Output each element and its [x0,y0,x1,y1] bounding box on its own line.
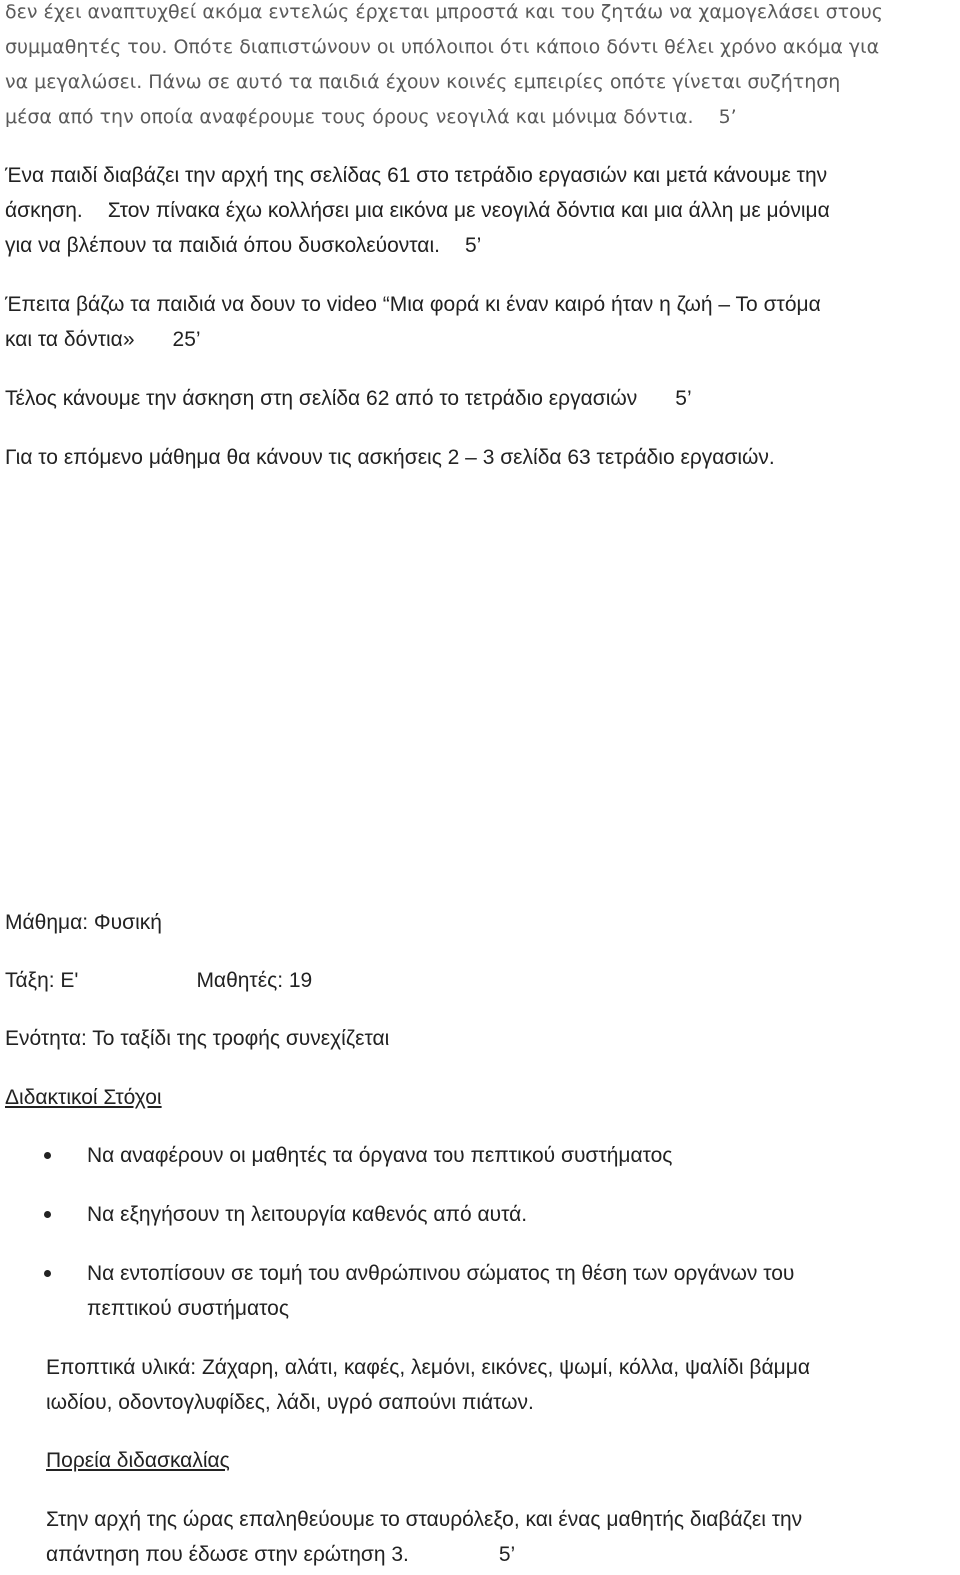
materials-paragraph [46,1350,810,1420]
procedure-minutes: 5’ [498,1543,516,1566]
plan-paragraph-2 [5,287,955,357]
objective-3-line-1: Να εντοπίσουν σε τομή του ανθρώπινου σώματος τη θέση των οργάνων του [87,1262,795,1285]
plan-p1-line-1: Ένα παιδί διαβάζει την αρχή της σελίδας 61 στο τετράδιο εργασιών και μετά κάνουμε την [5,164,828,187]
procedure-heading-text: Πορεία διδασκαλίας [46,1449,230,1472]
plan-p1-line-2b: Στον πίνακα έχω κολλήσει μια εικόνα με νεογιλά δόντια και μια άλλη με μόνιμα [107,199,830,222]
intro-paragraph [5,0,955,135]
plan-p1-line-3: για να βλέπουν τα παιδιά όπου δυσκολεύονται. [5,234,440,257]
plan-paragraph-3 [5,381,955,416]
bullet-icon [44,1152,51,1159]
lesson-subject-text: Μάθημα: Φυσική [5,911,162,934]
plan-p2-line-2: και τα δόντια» [5,328,135,351]
objective-3-line-2: πεπτικού συστήματος [87,1297,289,1320]
intro-line-3: να μεγαλώσει. Πάνω σε αυτό τα παιδιά έχουν κοινές εμπειρίες οπότε γίνεται συζήτηση [5,71,841,93]
plan-p2-minutes: 25’ [172,328,201,351]
plan-p3-line-1: Τέλος κάνουμε την άσκηση στη σελίδα 62 από το τετράδιο εργασιών [5,387,638,410]
plan-p4-line-1: Για το επόμενο μάθημα θα κάνουν τις ασκήσεις 2 – 3 σελίδα 63 τετράδιο εργασιών. [5,446,775,469]
objectives-heading [5,1080,162,1115]
lesson-unit [5,1021,389,1056]
procedure-heading [46,1443,230,1478]
intro-line-1: δεν έχει αναπτυχθεί ακόμα εντελώς έρχεται μπροστά και του ζητάω να χαμογελάσει στους [5,1,883,23]
lesson-unit-text: Ενότητα: Το ταξίδι της τροφής συνεχίζεται [5,1027,390,1050]
lesson-subject [5,905,162,940]
plan-paragraph-1 [5,158,955,263]
intro-line-2: συμμαθητές του. Οπότε διαπιστώνουν οι υπόλοιποι ότι κάποιο δόντι θέλει χρόνο ακόμα για [5,36,880,58]
lesson-class-row [5,963,312,998]
plan-p1-minutes: 5’ [464,234,482,257]
plan-p1-line-2a: άσκηση. [5,199,83,222]
plan-p2-line-1: Έπειτα βάζω τα παιδιά να δουν το video “Μια φορά κι έναν καιρό ήταν η ζωή – Το στόμα [5,293,821,316]
objectives-heading-text: Διδακτικοί Στόχοι [5,1086,162,1109]
intro-minutes: 5’ [718,106,737,128]
procedure-paragraph [46,1502,802,1572]
bullet-icon [44,1211,51,1218]
procedure-line-1: Στην αρχή της ώρας επαληθεύουμε το σταυρόλεξο, και ένας μαθητής διαβάζει την [46,1508,803,1531]
bullet-icon [44,1270,51,1277]
lesson-class: Τάξη: Ε' [5,969,79,992]
lesson-students: Μαθητές: 19 [196,969,313,992]
materials-line-1: Εποπτικά υλικά: Ζάχαρη, αλάτι, καφές, λεμόνι, εικόνες, ψωμί, κόλλα, ψαλίδι βάμμα [46,1356,810,1379]
objective-text: Να αναφέρουν οι μαθητές τα όργανα του πεπτικού συστήματος [87,1144,673,1167]
plan-paragraph-4 [5,440,955,475]
plan-p3-minutes: 5’ [675,387,692,410]
procedure-line-2: απάντηση που έδωσε στην ερώτηση 3. [46,1543,409,1566]
objective-text: Να εξηγήσουν τη λειτουργία καθενός από αυτά. [87,1203,528,1226]
materials-line-2: ιωδίου, οδοντογλυφίδες, λάδι, υγρό σαπούνι πιάτων. [46,1391,534,1414]
intro-line-4: μέσα από την οποία αναφέρουμε τους όρους νεογιλά και μόνιμα δόντια. [5,106,694,128]
objective-text [87,1256,794,1326]
